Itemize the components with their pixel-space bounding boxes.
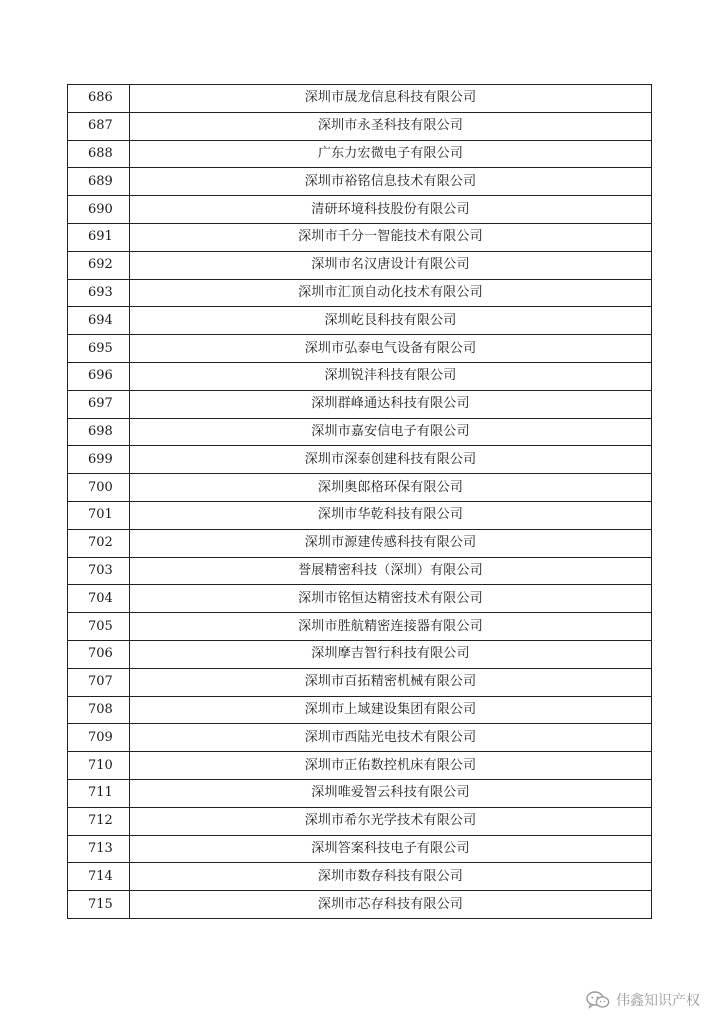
row-number: 701: [68, 501, 130, 529]
row-number: 712: [68, 807, 130, 835]
row-number: 698: [68, 418, 130, 446]
company-name: 清研环境科技股份有限公司: [130, 196, 652, 224]
table-row: [68, 168, 652, 196]
row-number: 707: [68, 668, 130, 696]
watermark: [586, 990, 700, 1010]
table-row: [68, 752, 652, 780]
company-name: 深圳摩吉智行科技有限公司: [130, 640, 652, 668]
table-row: [68, 668, 652, 696]
row-number: 710: [68, 752, 130, 780]
row-number: 711: [68, 779, 130, 807]
table-row: [68, 223, 652, 251]
table-row: [68, 613, 652, 641]
company-name: 深圳市裕铭信息技术有限公司: [130, 168, 652, 196]
row-number: 691: [68, 223, 130, 251]
table-row: [68, 863, 652, 891]
row-number: 699: [68, 446, 130, 474]
company-name: 深圳锐沣科技有限公司: [130, 362, 652, 390]
row-number: 715: [68, 891, 130, 919]
row-number: 690: [68, 196, 130, 224]
row-number: 709: [68, 724, 130, 752]
row-number: 702: [68, 529, 130, 557]
wechat-icon: [586, 991, 610, 1009]
company-name: 深圳奥郎格环保有限公司: [130, 474, 652, 502]
company-name: 深圳市百拓精密机械有限公司: [130, 668, 652, 696]
table-row: [68, 557, 652, 585]
row-number: 692: [68, 251, 130, 279]
table-row: [68, 724, 652, 752]
company-name: 深圳市正佑数控机床有限公司: [130, 752, 652, 780]
table-row: [68, 835, 652, 863]
table-row: [68, 140, 652, 168]
company-name: 深圳市永圣科技有限公司: [130, 112, 652, 140]
table-body: [68, 85, 652, 919]
company-name: 誉展精密科技（深圳）有限公司: [130, 557, 652, 585]
company-name: 深圳市弘泰电气设备有限公司: [130, 335, 652, 363]
company-name: 广东力宏微电子有限公司: [130, 140, 652, 168]
row-number: 706: [68, 640, 130, 668]
row-number: 697: [68, 390, 130, 418]
row-number: 694: [68, 307, 130, 335]
row-number: 696: [68, 362, 130, 390]
company-name: 深圳唯爱智云科技有限公司: [130, 779, 652, 807]
company-name: 深圳市西陆光电技术有限公司: [130, 724, 652, 752]
row-number: 705: [68, 613, 130, 641]
table-row: [68, 196, 652, 224]
row-number: 693: [68, 279, 130, 307]
row-number: 714: [68, 863, 130, 891]
watermark-text: 伟鑫知识产权: [616, 993, 700, 1009]
table-row: [68, 640, 652, 668]
table-row: [68, 112, 652, 140]
row-number: 688: [68, 140, 130, 168]
table-row: [68, 474, 652, 502]
table-row: [68, 279, 652, 307]
company-name: 深圳市芯存科技有限公司: [130, 891, 652, 919]
row-number: 687: [68, 112, 130, 140]
table-row: [68, 807, 652, 835]
company-name: 深圳市晟龙信息科技有限公司: [130, 85, 652, 113]
company-name: 深圳屹艮科技有限公司: [130, 307, 652, 335]
company-name: 深圳市名汉唐设计有限公司: [130, 251, 652, 279]
table-row: [68, 779, 652, 807]
row-number: 704: [68, 585, 130, 613]
table-row: [68, 446, 652, 474]
company-name: 深圳市华乾科技有限公司: [130, 501, 652, 529]
company-name: 深圳市胜航精密连接器有限公司: [130, 613, 652, 641]
company-name: 深圳市源建传感科技有限公司: [130, 529, 652, 557]
row-number: 703: [68, 557, 130, 585]
company-name: 深圳市嘉安信电子有限公司: [130, 418, 652, 446]
table-row: [68, 501, 652, 529]
table-row: [68, 585, 652, 613]
company-list-table: [67, 84, 652, 919]
table-row: [68, 335, 652, 363]
company-name: 深圳市上域建设集团有限公司: [130, 696, 652, 724]
row-number: 713: [68, 835, 130, 863]
table-row: [68, 362, 652, 390]
row-number: 695: [68, 335, 130, 363]
company-name: 深圳群峰通达科技有限公司: [130, 390, 652, 418]
table-row: [68, 418, 652, 446]
company-name: 深圳市汇顶自动化技术有限公司: [130, 279, 652, 307]
row-number: 689: [68, 168, 130, 196]
company-name: 深圳市数存科技有限公司: [130, 863, 652, 891]
company-name: 深圳市深泰创建科技有限公司: [130, 446, 652, 474]
table-row: [68, 891, 652, 919]
company-name: 深圳市千分一智能技术有限公司: [130, 223, 652, 251]
row-number: 700: [68, 474, 130, 502]
company-name: 深圳答案科技电子有限公司: [130, 835, 652, 863]
table-row: [68, 85, 652, 113]
table-row: [68, 529, 652, 557]
row-number: 708: [68, 696, 130, 724]
table-row: [68, 696, 652, 724]
row-number: 686: [68, 85, 130, 113]
table-row: [68, 390, 652, 418]
company-name: 深圳市希尔光学技术有限公司: [130, 807, 652, 835]
company-name: 深圳市铭恒达精密技术有限公司: [130, 585, 652, 613]
table-row: [68, 307, 652, 335]
table-row: [68, 251, 652, 279]
